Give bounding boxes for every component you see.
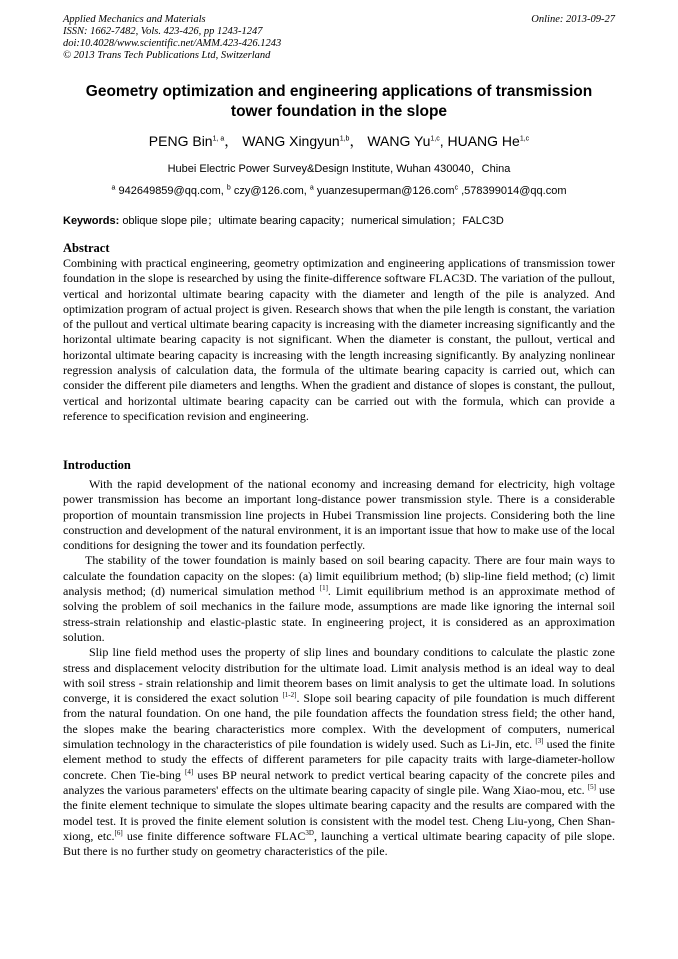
abstract-heading: Abstract [63, 241, 110, 255]
citation: [3] [535, 737, 544, 746]
email-mark: a [111, 184, 116, 192]
paragraph-text: Slip line field method uses the property of slip lines and boundary conditions to calculate the plastic zone stress and displacement velocity distribution for the ultimate load. Limit analysis method is an ideal way to deal with soil stress - strain relationship and limit theorem bases on limit analysis to get the ultimate load. In solutions converge, it is considered the exact solution [63, 645, 615, 706]
doi-line: doi:10.4028/www.scientific.net/AMM.423-426.1243 [63, 38, 282, 49]
paper-title: Geometry optimization and engineering applications of transmission tower foundation in the slope [85, 83, 593, 120]
author-affiliation-mark: 1,c [430, 135, 440, 143]
paragraph-text: . Limit equilibrium method is an approximate method of solving the problem of soil mechanics in the failure mode, assumptions are made like ignoring the internal soil stress-strain relationship and elastic-plastic state. In engineering project, it is considered as an approximation solution. [63, 584, 615, 644]
paragraph-text: , launching a vertical ultimate bearing capacity of pile slope. But there is no further study on geometry characteristics of the pile. [63, 828, 615, 859]
introduction-section [63, 458, 615, 859]
intro-paragraph-2 [63, 553, 615, 645]
author-affiliation-mark: 1, a [212, 135, 225, 143]
introduction-heading: Introduction [63, 458, 131, 472]
intro-paragraph-1: With the rapid development of the national economy and increasing demand for electricity, high voltage power transmission has become an important long-distance power transmission style. There is a considerable proportion of mountain transmission line projects in Hubei Transmission line projects. Considering both the line construction and development of the natural environment, it is an important issue that how to make use of the local conditions for designing the tower and its foundation perfectly. [63, 477, 615, 553]
paragraph-text: used the finite element method to study the effects of different parameters for pile capacity traits with large-diameter-hollow concrete. Chen Tie-bing [63, 737, 615, 782]
author-list [63, 132, 615, 150]
author-name: HUANG He [447, 133, 520, 149]
author-separator: , [439, 133, 448, 149]
citation: [1] [319, 584, 328, 593]
email-address: 942649859@qq.com, [118, 185, 227, 197]
author-affiliation-mark: 1,c [519, 135, 530, 143]
keywords-text: oblique slope pile；ultimate bearing capacity；numerical simulation；FALC3D [122, 215, 504, 227]
citation: [4] [185, 767, 194, 776]
email-address: czy@126.com, [233, 185, 310, 197]
author-affiliation-mark: 1,b [339, 135, 350, 143]
email-mark: c [454, 184, 459, 192]
paragraph-text: use the finite element technique to simulate the slopes ultimate bearing capacity and the results are compared with the model test. It is proved the finite element solution is consistent with the model test. Cheng Liu-yong, Chen Shan-xiong, etc. [63, 782, 615, 843]
abstract-section [63, 241, 615, 424]
email-address: ,578399014@qq.com [461, 185, 567, 197]
keywords-label: Keywords: [63, 215, 120, 227]
journal-name: Applied Mechanics and Materials [63, 14, 206, 25]
author-name: WANG Yu [367, 133, 431, 149]
citation: [1-2] [282, 691, 297, 700]
paragraph-text: The stability of the tower foundation is mainly based on soil bearing capacity. There are four main ways to calculate the foundation capacity on the slopes: (a) limit equilibrium method; (b) slip-line field method; (c) limit analysis method; (d) numerical simulation method [63, 553, 615, 599]
superscript: 3D [305, 828, 314, 837]
author-separator: ， [349, 133, 364, 149]
author-separator: ， [224, 133, 239, 149]
abstract-text: Combining with practical engineering, geometry optimization and engineering applications of transmission tower foundation in the slope is researched by using the finite-difference software FLAC3D. The variation of the pullout, vertical and horizontal ultimate bearing capacity with the diameter and length of the pile is analyzed. And optimization program of actual project is given. Research shows that when the pile length is constant, the variation of the pullout and vertical ultimate bearing capacity is increasing with the diameter increasing significantly and the horizontal ultimate bearing capacity is not significant. When the diameter is constant, the pullout, vertical and horizontal ultimate bearing capacity is increasing with the length increasing significantly. By analyzing nonlinear regression analysis of calculation data, the formula of the ultimate bearing capacity is carried out, which can consider the different pile diameters and lengths. When the gradient and distance of slopes is constant, the pullout, vertical and horizontal ultimate bearing capacity can be carried out with the formula, which can provide a reference to specification revision and engineering. [63, 256, 615, 423]
email-list [63, 184, 615, 198]
keywords [63, 214, 615, 228]
issn-line: ISSN: 1662-7482, Vols. 423-426, pp 1243-1247 [63, 26, 263, 37]
journal-header [63, 14, 615, 62]
paragraph-text: . Slope soil bearing capacity of pile foundation is much different from the natural foundation. On one hand, the pile foundation affects the foundation stress field; the other hand, the slopes make the bearing characteristics more complex. With the development of computers, numerical simulation technology in the characteristics of pile foundation is widely used. Such as Li-Jin, etc. [63, 691, 615, 752]
email-mark: b [226, 184, 231, 192]
online-date: Online: 2013-09-27 [531, 14, 615, 25]
email-mark: a [309, 184, 314, 192]
affiliation: Hubei Electric Power Survey&Design Institute, Wuhan 430040，China [167, 163, 511, 175]
author-name: WANG Xingyun [242, 133, 340, 149]
intro-paragraph-3 [63, 645, 615, 859]
citation: [6] [114, 828, 123, 837]
email-address: yuanzesuperman@126.com [316, 185, 455, 197]
citation: [5] [587, 782, 596, 791]
paragraph-text: use finite difference software FLAC [122, 828, 306, 843]
copyright-line: © 2013 Trans Tech Publications Ltd, Switzerland [63, 50, 271, 61]
author-name: PENG Bin [148, 133, 213, 149]
paragraph-text: uses BP neural network to predict vertical bearing capacity of the concrete piles and analyzes the various parameters' effects on the ultimate bearing capacity of single pile. Wang Xiao-mou, etc. [63, 767, 615, 797]
